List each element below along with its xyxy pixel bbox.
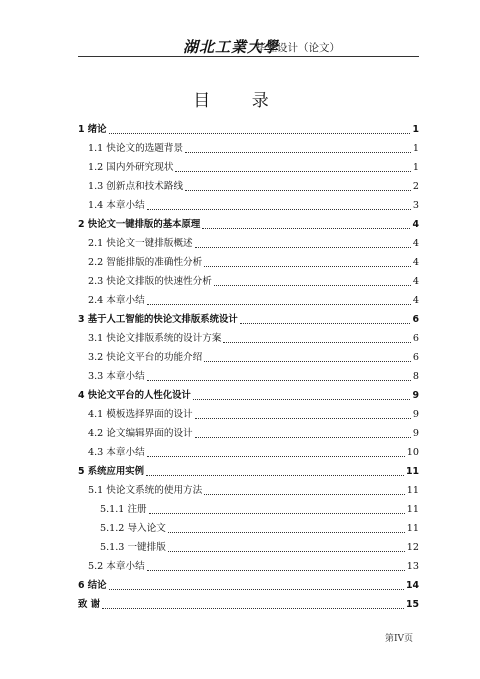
toc-entry-label: 1.2 国内外研究现状	[88, 162, 174, 173]
toc-dot-leader	[185, 152, 411, 153]
toc-entry-page: 4	[412, 257, 419, 268]
toc-entry-label: 3.1 快论文排版系统的设计方案	[88, 333, 222, 344]
toc-entry-page: 11	[406, 504, 419, 515]
toc-entry[interactable]	[78, 593, 419, 611]
toc-entry[interactable]	[78, 308, 419, 326]
toc-entry-page: 1	[412, 143, 419, 154]
header-rule	[78, 56, 419, 57]
toc-entry[interactable]	[78, 156, 419, 174]
toc-entry[interactable]	[78, 118, 419, 136]
toc-entry[interactable]	[78, 137, 419, 155]
toc-entry-label: 4.3 本章小结	[88, 447, 145, 458]
toc-dot-leader	[195, 247, 411, 248]
page-number: 第IV页	[385, 634, 414, 644]
toc-entry-label: 2.2 智能排版的准确性分析	[88, 257, 203, 268]
toc-dot-leader	[146, 475, 404, 476]
toc-entry-page: 3	[412, 200, 419, 211]
university-logo: 湖北工業大學	[183, 38, 280, 56]
toc-entry-label: 2 快论文一键排版的基本原理	[78, 219, 201, 230]
toc-dot-leader	[109, 133, 411, 134]
page-title: 目 录	[193, 91, 287, 111]
toc-dot-leader	[147, 209, 411, 210]
toc-entry-page: 9	[412, 428, 419, 439]
toc-entry-page: 1	[412, 162, 419, 173]
toc-dot-leader	[204, 361, 411, 362]
toc-entry-label: 3 基于人工智能的快论文排版系统设计	[78, 314, 238, 325]
toc-entry[interactable]	[78, 327, 419, 345]
toc-entry-page: 13	[406, 561, 419, 572]
toc-entry-page: 11	[406, 485, 419, 496]
toc-entry-page: 1	[412, 124, 419, 135]
toc-entry[interactable]	[78, 574, 419, 592]
toc-entry[interactable]	[78, 289, 419, 307]
toc-dot-leader	[168, 551, 405, 552]
toc-entry-label: 致 谢	[78, 599, 101, 610]
toc-entry-page: 12	[406, 542, 419, 553]
toc-entry[interactable]	[78, 498, 419, 516]
toc-dot-leader	[147, 380, 411, 381]
toc-entry[interactable]	[78, 403, 419, 421]
toc-dot-leader	[204, 266, 411, 267]
toc-entry[interactable]	[78, 175, 419, 193]
toc-dot-leader	[175, 171, 410, 172]
toc-dot-leader	[149, 513, 405, 514]
toc-entry[interactable]	[78, 422, 419, 440]
toc-entry[interactable]	[78, 479, 419, 497]
toc-entry-page: 9	[412, 409, 419, 420]
toc-entry-page: 6	[412, 352, 419, 363]
toc-entry-label: 4 快论文平台的人性化设计	[78, 390, 191, 401]
toc-entry[interactable]	[78, 346, 419, 364]
toc-entry[interactable]	[78, 194, 419, 212]
toc-entry-page: 4	[412, 238, 419, 249]
toc-dot-leader	[102, 608, 404, 609]
toc-entry-page: 4	[412, 276, 419, 287]
toc-entry-label: 1 绪论	[78, 124, 107, 135]
toc-entry-label: 1.1 快论文的选题背景	[88, 143, 184, 154]
toc-entry[interactable]	[78, 251, 419, 269]
toc-entry[interactable]	[78, 213, 419, 231]
toc-entry-label: 3.2 快论文平台的功能介绍	[88, 352, 203, 363]
toc-entry-page: 14	[405, 580, 419, 591]
toc-entry-label: 2.1 快论文一键排版概述	[88, 238, 193, 249]
toc-entry[interactable]	[78, 232, 419, 250]
toc-dot-leader	[202, 228, 410, 229]
toc-entry[interactable]	[78, 460, 419, 478]
toc-entry-page: 4	[412, 295, 419, 306]
toc-entry-page: 4	[412, 219, 419, 230]
toc-entry-label: 4.2 论文编辑界面的设计	[88, 428, 193, 439]
toc-dot-leader	[109, 589, 404, 590]
toc-entry-label: 2.3 快论文排版的快速性分析	[88, 276, 212, 287]
toc-entry-page: 2	[412, 181, 419, 192]
toc-dot-leader	[193, 399, 411, 400]
toc-entry-label: 6 结论	[78, 580, 107, 591]
toc-entry-label: 4.1 模板选择界面的设计	[88, 409, 193, 420]
toc-entry-label: 5 系统应用实例	[78, 466, 145, 477]
toc-entry-page: 8	[412, 371, 419, 382]
toc-entry[interactable]	[78, 536, 419, 554]
toc-dot-leader	[195, 418, 411, 419]
toc-entry-label: 5.1 快论文系统的使用方法	[88, 485, 203, 496]
toc-dot-leader	[185, 190, 411, 191]
toc-entry[interactable]	[78, 517, 419, 535]
toc-entry-page: 15	[405, 599, 419, 610]
toc-entry-label: 1.3 创新点和技术路线	[88, 181, 184, 192]
toc-dot-leader	[147, 304, 411, 305]
toc-entry-page: 10	[406, 447, 419, 458]
toc-entry-label: 3.3 本章小结	[88, 371, 145, 382]
header-subtitle: 毕业设计（论文）	[256, 42, 340, 54]
toc-entry-label: 5.1.2 导入论文	[100, 523, 166, 534]
toc-entry[interactable]	[78, 555, 419, 573]
toc-entry-page: 11	[405, 466, 419, 477]
toc-dot-leader	[223, 342, 410, 343]
toc-entry-label: 5.1.1 注册	[100, 504, 147, 515]
toc-entry-label: 2.4 本章小结	[88, 295, 145, 306]
toc-entry-page: 11	[406, 523, 419, 534]
toc-dot-leader	[147, 456, 405, 457]
toc-entry-page: 6	[412, 314, 419, 325]
toc-entry-label: 5.1.3 一键排版	[100, 542, 166, 553]
toc-entry[interactable]	[78, 365, 419, 383]
toc-entry[interactable]	[78, 441, 419, 459]
toc-dot-leader	[147, 570, 405, 571]
toc-entry[interactable]	[78, 270, 419, 288]
toc-entry-page: 6	[412, 333, 419, 344]
toc-entry-label: 1.4 本章小结	[88, 200, 145, 211]
page-header	[0, 0, 480, 60]
toc-entry-page: 9	[412, 390, 419, 401]
toc-entry-label: 5.2 本章小结	[88, 561, 145, 572]
toc-dot-leader	[240, 323, 411, 324]
toc-dot-leader	[195, 437, 411, 438]
toc-dot-leader	[204, 494, 405, 495]
toc-dot-leader	[214, 285, 411, 286]
toc-dot-leader	[168, 532, 405, 533]
toc-entry[interactable]	[78, 384, 419, 402]
